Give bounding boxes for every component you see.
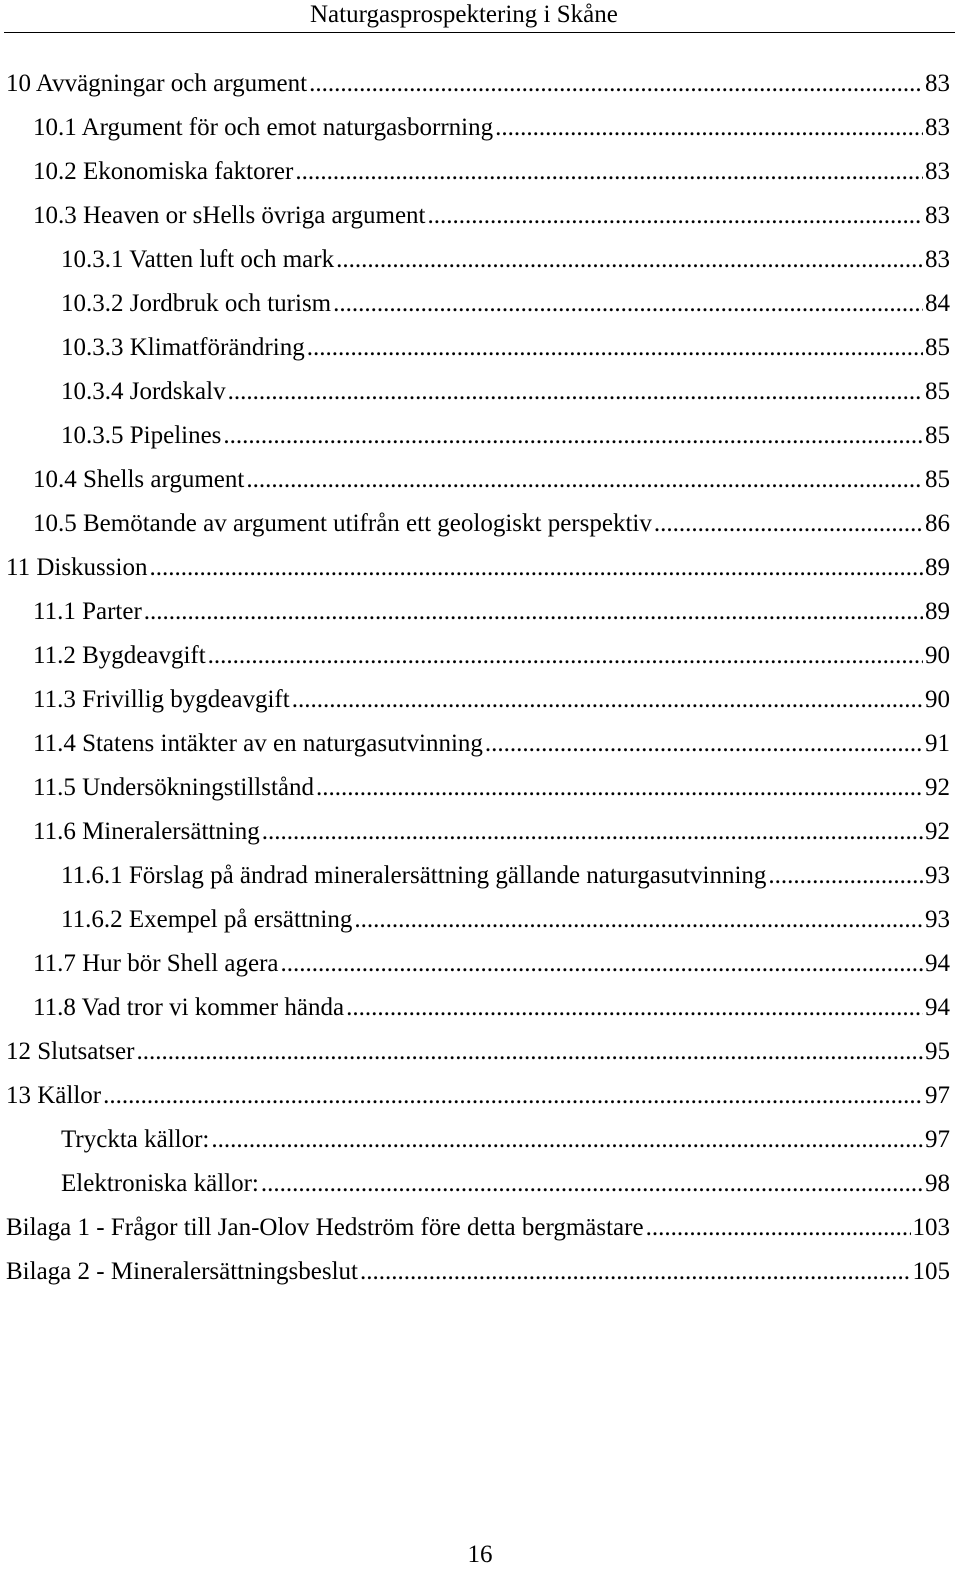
dot-leader [360,1257,910,1287]
toc-entry[interactable] [0,898,960,942]
toc-entry[interactable] [0,1162,960,1206]
toc-entry-title: 10.1 Argument för och emot naturgasborrning [33,114,494,141]
dot-leader [768,861,923,891]
toc-entry-page: 92 [925,818,950,845]
toc-entry-page: 91 [925,730,950,757]
toc-entry[interactable] [0,546,960,590]
dot-leader [246,465,923,495]
toc-entry-title: 11.6.1 Förslag på ändrad mineralersättning gällande naturgasutvinning [61,862,767,889]
running-title: Naturgasprospektering i Skåne [310,1,618,28]
dot-leader [654,509,923,539]
toc-entry[interactable] [0,326,960,370]
toc-entry-page: 83 [925,158,950,185]
header-rule [4,32,955,33]
toc-entry-title: 11.6 Mineralersättning [33,818,260,845]
toc-entry-page: 98 [925,1170,950,1197]
toc-entry-title: Bilaga 2 - Mineralersättningsbeslut [6,1258,359,1285]
toc-entry-title: 11.1 Parter [33,598,142,625]
toc-entry[interactable] [0,942,960,986]
toc-entry-page: 86 [925,510,950,537]
toc-entry-title: 10.3.4 Jordskalv [61,378,226,405]
toc-entry[interactable] [0,1250,960,1294]
toc-entry-title: 11.8 Vad tror vi kommer hända [33,994,345,1021]
toc-entry-page: 95 [925,1038,950,1065]
toc-entry[interactable] [0,458,960,502]
toc-entry-page: 90 [925,686,950,713]
toc-entry-page: 84 [925,290,950,317]
toc-entry-page: 93 [925,862,950,889]
toc-entry[interactable] [0,194,960,238]
toc-entry-page: 89 [925,554,950,581]
dot-leader [149,553,923,583]
dot-leader [309,69,923,99]
toc-entry-title: 11.3 Frivillig bygdeavgift [33,686,290,713]
toc-entry-page: 97 [925,1126,950,1153]
toc-entry-page: 93 [925,906,950,933]
toc-entry-title: 10.3.1 Vatten luft och mark [61,246,335,273]
toc-entry[interactable] [0,62,960,106]
dot-leader [211,1125,923,1155]
page-header [0,0,960,34]
toc-entry[interactable] [0,766,960,810]
dot-leader [262,817,923,847]
toc-entry[interactable] [0,1074,960,1118]
toc-entry-page: 89 [925,598,950,625]
toc-entry-title: Tryckta källor: [61,1126,210,1153]
toc-entry-page: 92 [925,774,950,801]
dot-leader [485,729,923,759]
toc-entry[interactable] [0,1206,960,1250]
dot-leader [281,949,923,979]
toc-entry-title: 11.4 Statens intäkter av en naturgasutvinning [33,730,483,757]
toc-entry[interactable] [0,238,960,282]
toc-entry[interactable] [0,986,960,1030]
toc-entry-page: 103 [912,1214,950,1241]
dot-leader [136,1037,923,1067]
dot-leader [495,113,923,143]
toc-entry[interactable] [0,678,960,722]
toc-entry-page: 105 [912,1258,950,1285]
toc-entry-page: 83 [925,114,950,141]
toc-entry[interactable] [0,590,960,634]
dot-leader [333,289,923,319]
toc-entry[interactable] [0,634,960,678]
toc-entry-title: 10.2 Ekonomiska faktorer [33,158,294,185]
dot-leader [292,685,923,715]
dot-leader [316,773,923,803]
toc-entry-title: 10.3.5 Pipelines [61,422,222,449]
toc-entry-page: 83 [925,202,950,229]
toc-entry-page: 90 [925,642,950,669]
page-number: 16 [467,1541,493,1568]
toc-entry-page: 85 [925,334,950,361]
toc-entry[interactable] [0,1118,960,1162]
toc-entry[interactable] [0,722,960,766]
dot-leader [103,1081,923,1111]
toc-entry-title: Elektroniska källor: [61,1170,259,1197]
toc-entry-title: 11 Diskussion [6,554,148,581]
toc-entry-title: 11.7 Hur bör Shell agera [33,950,279,977]
toc-entry[interactable] [0,810,960,854]
dot-leader [208,641,923,671]
toc-entry-title: 10.4 Shells argument [33,466,245,493]
dot-leader [295,157,923,187]
toc-entry[interactable] [0,370,960,414]
toc-entry-title: 10 Avvägningar och argument [6,70,308,97]
toc-entry-page: 94 [925,994,950,1021]
toc-entry-title: 10.3.3 Klimatförändring [61,334,305,361]
toc-entry-page: 83 [925,70,950,97]
dot-leader [307,333,923,363]
dot-leader [223,421,923,451]
toc-entry[interactable] [0,854,960,898]
toc-entry-title: Bilaga 1 - Frågor till Jan-Olov Hedström före detta bergmästare [6,1214,644,1241]
toc-entry[interactable] [0,282,960,326]
table-of-contents [0,62,960,1294]
dot-leader [144,597,923,627]
toc-entry[interactable] [0,414,960,458]
toc-entry-page: 85 [925,422,950,449]
toc-entry-title: 12 Slutsatser [6,1038,135,1065]
toc-entry-page: 85 [925,466,950,493]
dot-leader [336,245,923,275]
toc-entry-page: 85 [925,378,950,405]
dot-leader [261,1169,923,1199]
toc-entry-page: 94 [925,950,950,977]
dot-leader [346,993,923,1023]
toc-entry-title: 11.5 Undersökningstillstånd [33,774,315,801]
toc-entry-title: 10.3.2 Jordbruk och turism [61,290,332,317]
toc-entry[interactable] [0,106,960,150]
dot-leader [646,1213,911,1243]
toc-entry-title: 10.5 Bemötande av argument utifrån ett geologiskt perspektiv [33,510,652,537]
toc-entry[interactable] [0,502,960,546]
toc-entry-title: 13 Källor [6,1082,102,1109]
toc-entry-title: 11.2 Bygdeavgift [33,642,206,669]
toc-entry[interactable] [0,1030,960,1074]
toc-entry[interactable] [0,150,960,194]
toc-entry-page: 97 [925,1082,950,1109]
toc-entry-title: 10.3 Heaven or sHells övriga argument [33,202,426,229]
toc-entry-title: 11.6.2 Exempel på ersättning [61,906,353,933]
dot-leader [228,377,923,407]
dot-leader [354,905,923,935]
dot-leader [428,201,924,231]
toc-entry-page: 83 [925,246,950,273]
